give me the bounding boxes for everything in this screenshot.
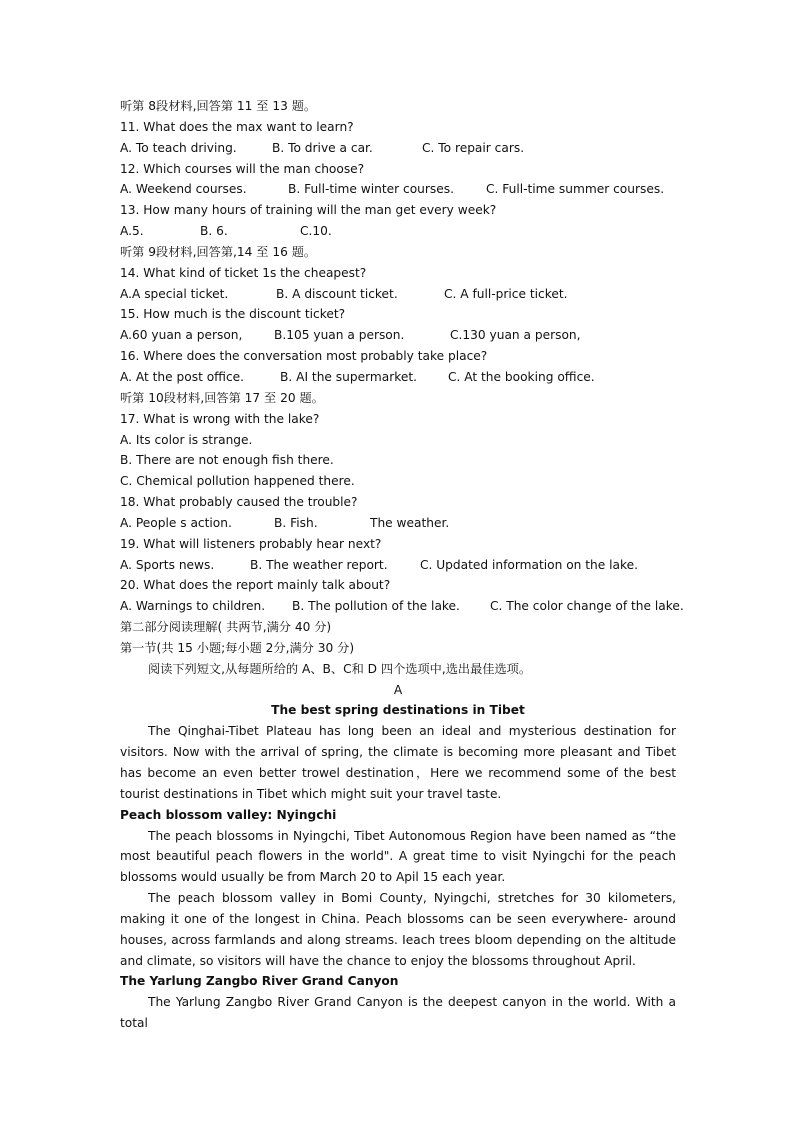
option-a: A. Weekend courses. — [120, 182, 247, 197]
option-b: B. Full-time winter courses. — [288, 182, 454, 197]
question-12: 12. Which courses will the man choose? — [120, 161, 365, 176]
option-b: B. The weather report. — [250, 557, 388, 572]
question-20-options — [120, 596, 684, 617]
passage-title: The best spring destinations in Tibet — [271, 703, 525, 718]
question-16-options — [120, 367, 676, 388]
option-c: The weather. — [370, 515, 450, 530]
question-11-options — [120, 138, 676, 159]
option-a: A. Sports news. — [120, 557, 215, 572]
section-intro-8: 听第 8段材料,回答第 11 至 13 题。 — [120, 99, 317, 113]
question-16: 16. Where does the conversation most probably take place? — [120, 349, 488, 364]
passage-letter: A — [393, 682, 403, 697]
option-c: C. Full-time summer courses. — [486, 182, 665, 197]
option-b: B. 6. — [200, 224, 228, 239]
option-c: C. Updated information on the lake. — [420, 557, 638, 572]
option-c: C. At the booking office. — [448, 369, 595, 384]
option-b: B. AI the supermarket. — [280, 369, 418, 384]
paragraph-4: The Yarlung Zangbo River Grand Canyon is the deepest canyon in the world. With a total — [120, 995, 676, 1031]
paragraph-2: The peach blossoms in Nyingchi, Tibet Autonomous Region have been named as “the most beautiful peach flowers in the world". A great time to visit Nyingchi for the peach blossoms would usually be from March 20 to Apil 15 each year. — [120, 828, 676, 885]
question-17: 17. What is wrong with the lake? — [120, 411, 320, 426]
question-12-options — [120, 179, 676, 200]
option-c: C. The color change of the lake. — [490, 599, 684, 614]
option-b: B. Fish. — [274, 515, 318, 530]
question-15-options — [120, 325, 676, 346]
question-20: 20. What does the report mainly talk about? — [120, 578, 391, 593]
question-11: 11. What does the max want to learn? — [120, 119, 354, 134]
question-17-option-c: C. Chemical pollution happened there. — [120, 474, 355, 489]
option-b: B. A discount ticket. — [276, 286, 398, 301]
reading-instruction: 阅读下列短文,从每题所给的 A、B、C和 D 四个选项中,选出最佳选项。 — [148, 661, 532, 676]
question-18-options — [120, 513, 676, 534]
option-c: C. To repair cars. — [422, 140, 525, 155]
question-17-option-a: A. Its color is strange. — [120, 432, 253, 447]
subheading-grand-canyon: The Yarlung Zangbo River Grand Canyon — [120, 974, 399, 989]
option-a: A. Warnings to children. — [120, 599, 266, 614]
question-19-options — [120, 555, 676, 576]
option-c: C.130 yuan a person, — [450, 328, 581, 343]
question-17-option-b: B. There are not enough fish there. — [120, 453, 334, 468]
question-18: 18. What probably caused the trouble? — [120, 495, 358, 510]
option-a: A. People s action. — [120, 515, 232, 530]
question-14-options — [120, 284, 676, 305]
option-b: B.105 yuan a person. — [274, 328, 405, 343]
option-c: C.10. — [300, 224, 332, 239]
option-a: A.60 yuan a person, — [120, 328, 243, 343]
paragraph-1: The Qinghai-Tibet Plateau has long been an ideal and mysterious destination for visitors. Now with the arrival of spring, the climate is becoming more pleasant and Tibet has become an even better trowel destination，Here we recommend some of the best tourist destinations in Tibet which might suit your travel taste. — [120, 724, 676, 801]
section-intro-9: 听第 9段材料,回答第,14 至 16 题。 — [120, 244, 317, 259]
part-two-heading: 第二部分阅读理解( 共两节,满分 40 分) — [120, 620, 332, 635]
option-b: B. To drive a car. — [272, 140, 373, 155]
question-15: 15. How much is the discount ticket? — [120, 307, 346, 322]
question-19: 19. What will listeners probably hear next? — [120, 536, 382, 551]
question-14: 14. What kind of ticket 1s the cheapest? — [120, 265, 367, 280]
question-13-options — [120, 221, 676, 242]
question-13: 13. How many hours of training will the man get every week? — [120, 203, 497, 218]
section-one-heading: 第一节(共 15 小题;每小题 2分,满分 30 分) — [120, 640, 355, 655]
option-a: A.5. — [120, 224, 144, 239]
subheading-peach-blossom-valley: Peach blossom valley: Nyingchi — [120, 807, 337, 822]
option-a: A. At the post office. — [120, 369, 245, 384]
document-page — [120, 96, 684, 1034]
option-a: A. To teach driving. — [120, 140, 237, 155]
paragraph-3: The peach blossom valley in Bomi County, Nyingchi, stretches for 30 kilometers, making it one of the longest in China. Peach blossoms can be seen everywhere- around houses, across farmlands and along streams. Ieach trees bloom depending on the altitude and climate, so visitors will have the chance to enjoy the blossoms throughout April. — [120, 891, 676, 968]
section-intro-10: 听第 10段材料,回答第 17 至 20 题。 — [120, 390, 324, 405]
option-c: C. A full-price ticket. — [444, 286, 568, 301]
option-a: A.A special ticket. — [120, 286, 229, 301]
option-b: B. The pollution of the lake. — [292, 599, 460, 614]
